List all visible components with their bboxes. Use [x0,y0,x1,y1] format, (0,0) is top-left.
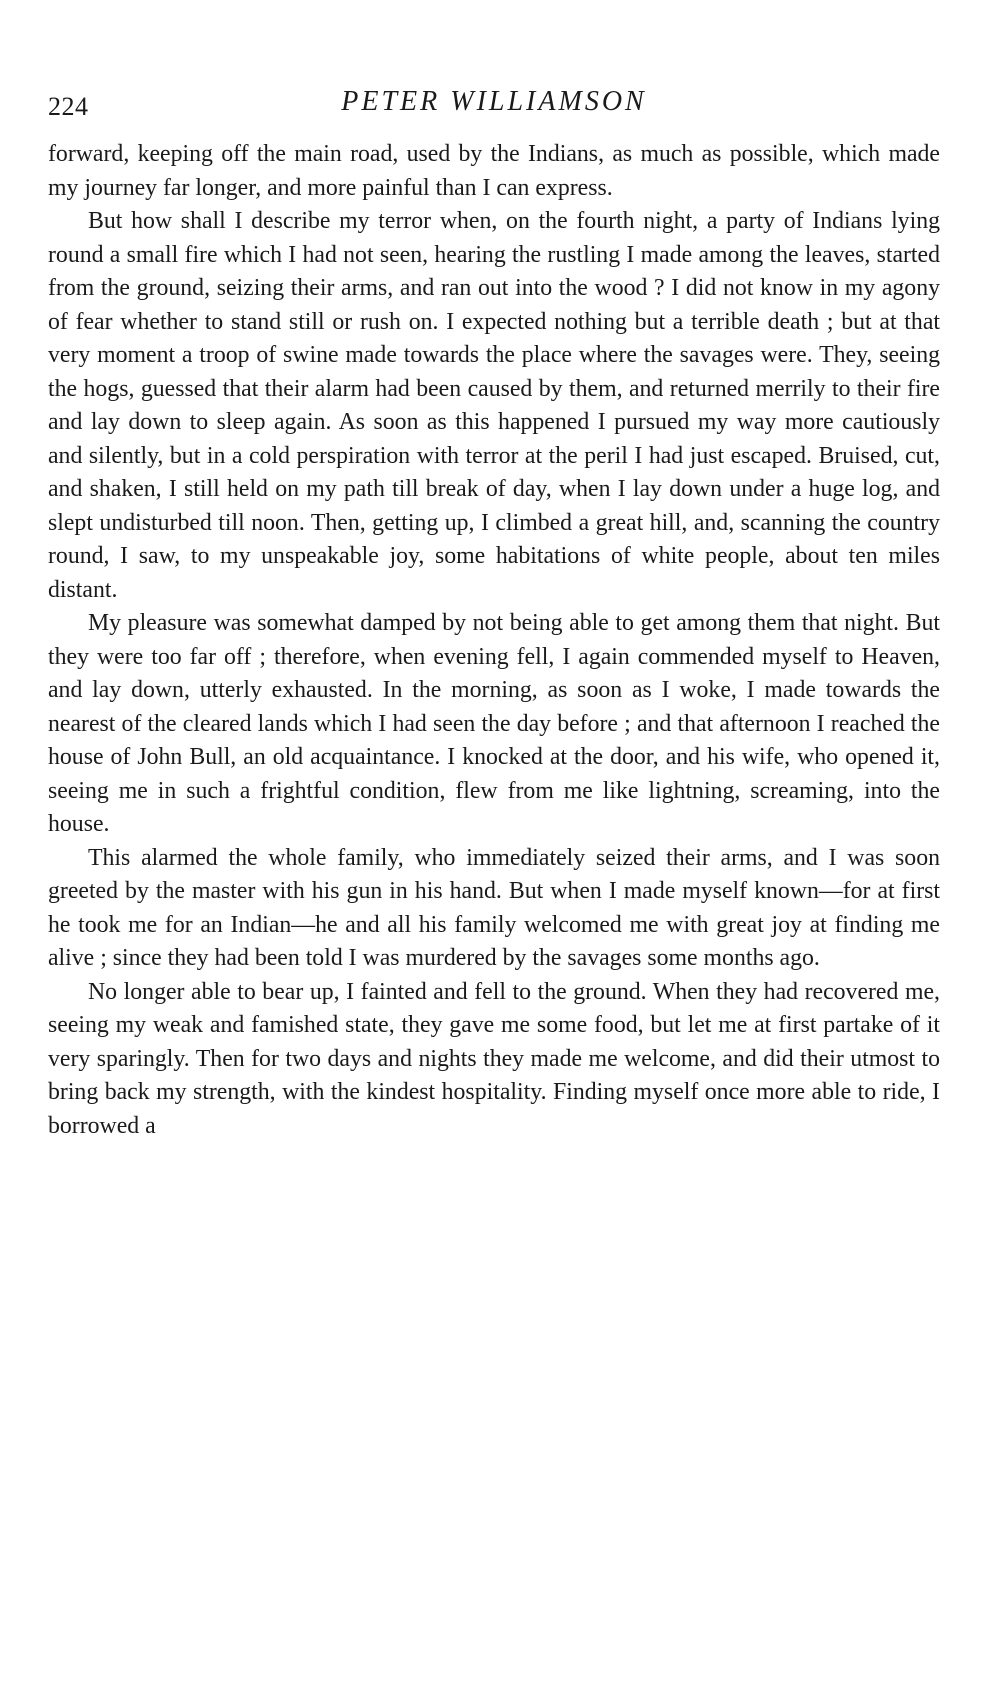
body-text [48,138,940,1143]
running-title: PETER WILLIAMSON [341,86,647,117]
page-header [48,80,940,128]
paragraph: My pleasure was somewhat damped by not being able to get among them that night. But they were too far off ; therefore, when evening fell, I again commended myself to Heaven, and lay down, utterly exhausted. In the morning, as soon as I woke, I made towards the nearest of the cleared lands which I had seen the day before ; and that afternoon I reached the house of John Bull, an old acquaintance. I knocked at the door, and his wife, who opened it, seeing me in such a frightful condition, flew from me like lightning, screaming, into the house. [48,610,940,837]
page-number: 224 [48,92,89,121]
paragraph-continued: forward, keeping off the main road, used by the Indians, as much as possible, which made my journey far longer, and more painful than I can express. [48,141,940,201]
paragraph: But how shall I describe my terror when, on the fourth night, a party of Indians lying round a small fire which I had not seen, hearing the rustling I made among the leaves, started from the ground, seizing their arms, and ran out into the wood ? I did not know in my agony of fear whether to stand still or rush on. I expected nothing but a terrible death ; but at that very moment a troop of swine made towards the place where the savages were. They, seeing the hogs, guessed that their alarm had been caused by them, and returned merrily to their fire and lay down to sleep again. As soon as this happened I pursued my way more cautiously and silently, but in a cold perspiration with terror at the peril I had just escaped. Bruised, cut, and shaken, I still held on my path till break of day, when I lay down under a huge log, and slept undisturbed till noon. Then, getting up, I climbed a great hill, and, scanning the country round, I saw, to my unspeakable joy, some habitations of white people, about ten miles distant. [48,208,940,603]
paragraph: No longer able to bear up, I fainted and fell to the ground. When they had recovered me, seeing my weak and famished state, they gave me some food, but let me at first partake of it very sparingly. Then for two days and nights they made me welcome, and did their utmost to bring back my strength, with the kindest hospitality. Finding myself once more able to ride, I borrowed a [48,978,940,1139]
book-page [48,80,940,1143]
paragraph: This alarmed the whole family, who immediately seized their arms, and I was soon greeted by the master with his gun in his hand. But when I made myself known—for at first he took me for an Indian—he and all his family welcomed me with great joy at finding me alive ; since they had been told I was murdered by the savages some months ago. [48,844,940,971]
